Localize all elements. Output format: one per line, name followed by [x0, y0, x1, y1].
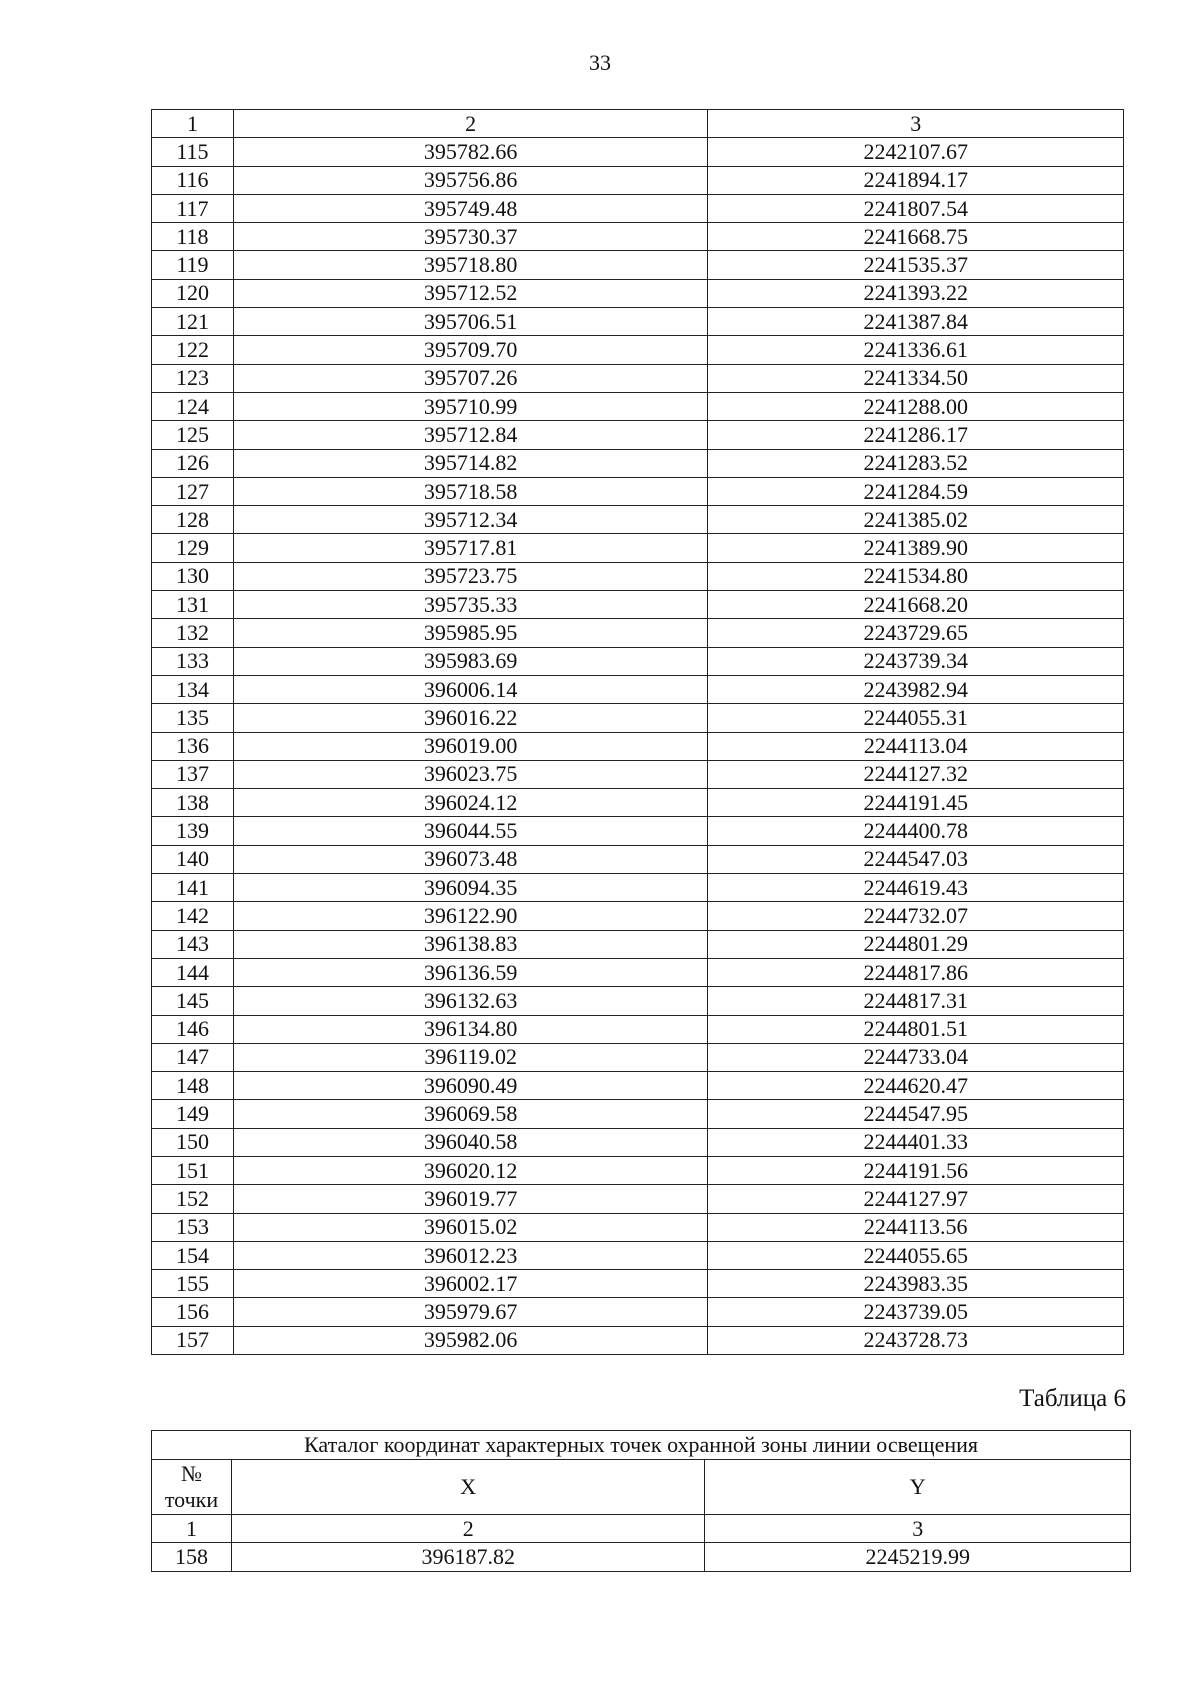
table-row	[152, 1241, 1124, 1269]
table6-header-row	[152, 1460, 1131, 1515]
x-coordinate-cell: 396069.58	[233, 1100, 707, 1128]
x-coordinate-cell: 396002.17	[233, 1270, 707, 1298]
table-row	[152, 1185, 1124, 1213]
x-coordinate-cell: 396019.77	[233, 1185, 707, 1213]
y-coordinate-cell: 2244127.32	[708, 760, 1124, 788]
x-coordinate-cell: 395982.06	[233, 1326, 707, 1354]
x-coordinate-cell: 395712.52	[233, 279, 707, 307]
y-coordinate-cell: 2244732.07	[708, 902, 1124, 930]
table6-label: Таблица 6	[1019, 1385, 1126, 1412]
table-row	[152, 421, 1124, 449]
y-coordinate-cell: 2241894.17	[708, 166, 1124, 194]
x-coordinate-cell: 396015.02	[233, 1213, 707, 1241]
y-coordinate-cell: 2241336.61	[708, 336, 1124, 364]
y-header: Y	[705, 1460, 1131, 1515]
y-coordinate-cell: 2243739.05	[708, 1298, 1124, 1326]
table-index-row	[152, 110, 1124, 138]
point-number-cell: 136	[152, 732, 234, 760]
y-coordinate-cell: 2241387.84	[708, 308, 1124, 336]
point-number-cell: 142	[152, 902, 234, 930]
point-number-cell: 129	[152, 534, 234, 562]
x-coordinate-cell: 396090.49	[233, 1072, 707, 1100]
y-coordinate-cell: 2241393.22	[708, 279, 1124, 307]
table-row	[152, 364, 1124, 392]
table-row	[152, 392, 1124, 420]
y-coordinate-cell: 2244191.56	[708, 1156, 1124, 1184]
table6-caption-row	[152, 1431, 1131, 1460]
point-number-cell: 157	[152, 1326, 234, 1354]
point-number-cell: 119	[152, 251, 234, 279]
index-cell-1: 1	[152, 1515, 232, 1543]
x-coordinate-cell: 396020.12	[233, 1156, 707, 1184]
table-row	[152, 166, 1124, 194]
y-coordinate-cell: 2244401.33	[708, 1128, 1124, 1156]
table-row	[152, 1298, 1124, 1326]
point-number-cell: 134	[152, 675, 234, 703]
y-coordinate-cell: 2244619.43	[708, 874, 1124, 902]
y-coordinate-cell: 2243982.94	[708, 675, 1124, 703]
y-coordinate-cell: 2241288.00	[708, 392, 1124, 420]
x-coordinate-cell: 395985.95	[233, 619, 707, 647]
x-coordinate-cell: 395707.26	[233, 364, 707, 392]
x-coordinate-cell: 395723.75	[233, 562, 707, 590]
x-coordinate-cell: 395712.34	[233, 506, 707, 534]
x-coordinate-cell: 395718.58	[233, 477, 707, 505]
y-coordinate-cell: 2241284.59	[708, 477, 1124, 505]
table-row	[152, 1213, 1124, 1241]
table-row	[152, 1326, 1124, 1354]
point-number-cell: 141	[152, 874, 234, 902]
table-row	[152, 1043, 1124, 1071]
point-number-cell: 144	[152, 958, 234, 986]
x-coordinate-cell: 395717.81	[233, 534, 707, 562]
table-row	[152, 308, 1124, 336]
x-coordinate-cell: 396187.82	[231, 1543, 704, 1571]
y-coordinate-cell: 2243983.35	[708, 1270, 1124, 1298]
y-coordinate-cell: 2241535.37	[708, 251, 1124, 279]
table-row	[152, 874, 1124, 902]
y-coordinate-cell: 2244733.04	[708, 1043, 1124, 1071]
x-header: X	[231, 1460, 704, 1515]
point-number-cell: 135	[152, 704, 234, 732]
x-coordinate-cell: 395706.51	[233, 308, 707, 336]
y-coordinate-cell: 2241534.80	[708, 562, 1124, 590]
x-coordinate-cell: 395730.37	[233, 223, 707, 251]
point-number-cell: 115	[152, 138, 234, 166]
point-number-cell: 125	[152, 421, 234, 449]
y-coordinate-cell: 2244801.51	[708, 1015, 1124, 1043]
y-coordinate-cell: 2241668.75	[708, 223, 1124, 251]
y-coordinate-cell: 2243739.34	[708, 647, 1124, 675]
y-coordinate-cell: 2244620.47	[708, 1072, 1124, 1100]
y-coordinate-cell: 2244817.86	[708, 958, 1124, 986]
point-number-cell: 158	[152, 1543, 232, 1571]
x-coordinate-cell: 396073.48	[233, 845, 707, 873]
point-number-cell: 148	[152, 1072, 234, 1100]
table-row	[152, 1270, 1124, 1298]
y-coordinate-cell: 2244817.31	[708, 987, 1124, 1015]
table-row	[152, 449, 1124, 477]
table-row	[152, 534, 1124, 562]
y-coordinate-cell: 2241389.90	[708, 534, 1124, 562]
table-row	[152, 336, 1124, 364]
y-coordinate-cell: 2243728.73	[708, 1326, 1124, 1354]
y-coordinate-cell: 2243729.65	[708, 619, 1124, 647]
x-coordinate-cell: 396132.63	[233, 987, 707, 1015]
x-coordinate-cell: 395782.66	[233, 138, 707, 166]
x-coordinate-cell: 395714.82	[233, 449, 707, 477]
table-row	[152, 619, 1124, 647]
table-row	[152, 789, 1124, 817]
point-number-cell: 130	[152, 562, 234, 590]
index-cell-3: 3	[708, 110, 1124, 138]
table-row	[152, 279, 1124, 307]
table-row	[152, 817, 1124, 845]
x-coordinate-cell: 396016.22	[233, 704, 707, 732]
point-number-cell: 147	[152, 1043, 234, 1071]
point-number-cell: 132	[152, 619, 234, 647]
table-row	[152, 1156, 1124, 1184]
x-coordinate-cell: 396138.83	[233, 930, 707, 958]
y-coordinate-cell: 2244400.78	[708, 817, 1124, 845]
point-number-cell: 150	[152, 1128, 234, 1156]
table-row	[152, 760, 1124, 788]
point-number-cell: 120	[152, 279, 234, 307]
point-number-cell: 131	[152, 591, 234, 619]
x-coordinate-cell: 396006.14	[233, 675, 707, 703]
table-row	[152, 1543, 1131, 1571]
x-coordinate-cell: 396019.00	[233, 732, 707, 760]
x-coordinate-cell: 396040.58	[233, 1128, 707, 1156]
point-number-cell: 118	[152, 223, 234, 251]
point-number-cell: 155	[152, 1270, 234, 1298]
table-row	[152, 1100, 1124, 1128]
point-number-cell: 146	[152, 1015, 234, 1043]
x-coordinate-cell: 395983.69	[233, 647, 707, 675]
point-number-cell: 122	[152, 336, 234, 364]
table6-index-row	[152, 1515, 1131, 1543]
point-number-header-word: точки	[164, 1487, 219, 1512]
table-row	[152, 477, 1124, 505]
point-number-cell: 138	[152, 789, 234, 817]
x-coordinate-cell: 396023.75	[233, 760, 707, 788]
x-coordinate-cell: 395756.86	[233, 166, 707, 194]
y-coordinate-cell: 2244113.04	[708, 732, 1124, 760]
x-coordinate-cell: 396044.55	[233, 817, 707, 845]
y-coordinate-cell: 2244547.95	[708, 1100, 1124, 1128]
point-number-cell: 124	[152, 392, 234, 420]
point-number-cell: 152	[152, 1185, 234, 1213]
point-number-cell: 126	[152, 449, 234, 477]
point-number-cell: 145	[152, 987, 234, 1015]
y-coordinate-cell: 2244113.56	[708, 1213, 1124, 1241]
point-number-cell: 133	[152, 647, 234, 675]
x-coordinate-cell: 395712.84	[233, 421, 707, 449]
table-row	[152, 138, 1124, 166]
point-number-cell: 137	[152, 760, 234, 788]
table-row	[152, 1072, 1124, 1100]
table-row	[152, 902, 1124, 930]
point-number-cell: 139	[152, 817, 234, 845]
page-number: 33	[589, 50, 611, 75]
point-number-cell: 149	[152, 1100, 234, 1128]
coordinates-table-body	[152, 110, 1124, 1355]
point-number-cell: 151	[152, 1156, 234, 1184]
index-cell-2: 2	[233, 110, 707, 138]
x-coordinate-cell: 396119.02	[233, 1043, 707, 1071]
table6-body	[152, 1431, 1131, 1572]
point-number-cell: 127	[152, 477, 234, 505]
x-coordinate-cell: 395735.33	[233, 591, 707, 619]
point-number-cell: 117	[152, 194, 234, 222]
y-coordinate-cell: 2245219.99	[705, 1543, 1131, 1571]
coordinates-table	[151, 109, 1124, 1355]
y-coordinate-cell: 2244191.45	[708, 789, 1124, 817]
point-number-header	[152, 1460, 232, 1515]
y-coordinate-cell: 2241286.17	[708, 421, 1124, 449]
index-cell-1: 1	[152, 110, 234, 138]
table-row	[152, 562, 1124, 590]
table-row	[152, 845, 1124, 873]
point-number-cell: 156	[152, 1298, 234, 1326]
point-number-cell: 153	[152, 1213, 234, 1241]
y-coordinate-cell: 2241334.50	[708, 364, 1124, 392]
table6-caption: Каталог координат характерных точек охранной зоны линии освещения	[152, 1431, 1131, 1460]
table-row	[152, 647, 1124, 675]
index-cell-2: 2	[231, 1515, 704, 1543]
table-row	[152, 930, 1124, 958]
x-coordinate-cell: 395979.67	[233, 1298, 707, 1326]
x-coordinate-cell: 395710.99	[233, 392, 707, 420]
x-coordinate-cell: 396024.12	[233, 789, 707, 817]
point-number-header-symbol: №	[180, 1461, 202, 1486]
table6	[151, 1430, 1131, 1572]
y-coordinate-cell: 2244055.31	[708, 704, 1124, 732]
index-cell-3: 3	[705, 1515, 1131, 1543]
x-coordinate-cell: 396094.35	[233, 874, 707, 902]
x-coordinate-cell: 396136.59	[233, 958, 707, 986]
table-row	[152, 591, 1124, 619]
point-number-cell: 121	[152, 308, 234, 336]
table-row	[152, 732, 1124, 760]
table-row	[152, 506, 1124, 534]
point-number-cell: 123	[152, 364, 234, 392]
table-row	[152, 251, 1124, 279]
table-row	[152, 194, 1124, 222]
x-coordinate-cell: 395709.70	[233, 336, 707, 364]
x-coordinate-cell: 395749.48	[233, 194, 707, 222]
y-coordinate-cell: 2241668.20	[708, 591, 1124, 619]
y-coordinate-cell: 2244801.29	[708, 930, 1124, 958]
point-number-cell: 116	[152, 166, 234, 194]
table-row	[152, 675, 1124, 703]
table-row	[152, 223, 1124, 251]
y-coordinate-cell: 2242107.67	[708, 138, 1124, 166]
x-coordinate-cell: 396012.23	[233, 1241, 707, 1269]
table-row	[152, 987, 1124, 1015]
y-coordinate-cell: 2244547.03	[708, 845, 1124, 873]
x-coordinate-cell: 396134.80	[233, 1015, 707, 1043]
y-coordinate-cell: 2241385.02	[708, 506, 1124, 534]
y-coordinate-cell: 2241283.52	[708, 449, 1124, 477]
x-coordinate-cell: 395718.80	[233, 251, 707, 279]
y-coordinate-cell: 2244127.97	[708, 1185, 1124, 1213]
table-row	[152, 958, 1124, 986]
y-coordinate-cell: 2241807.54	[708, 194, 1124, 222]
y-coordinate-cell: 2244055.65	[708, 1241, 1124, 1269]
table-row	[152, 1128, 1124, 1156]
point-number-cell: 143	[152, 930, 234, 958]
point-number-cell: 154	[152, 1241, 234, 1269]
point-number-cell: 140	[152, 845, 234, 873]
table-row	[152, 1015, 1124, 1043]
x-coordinate-cell: 396122.90	[233, 902, 707, 930]
table-row	[152, 704, 1124, 732]
point-number-cell: 128	[152, 506, 234, 534]
